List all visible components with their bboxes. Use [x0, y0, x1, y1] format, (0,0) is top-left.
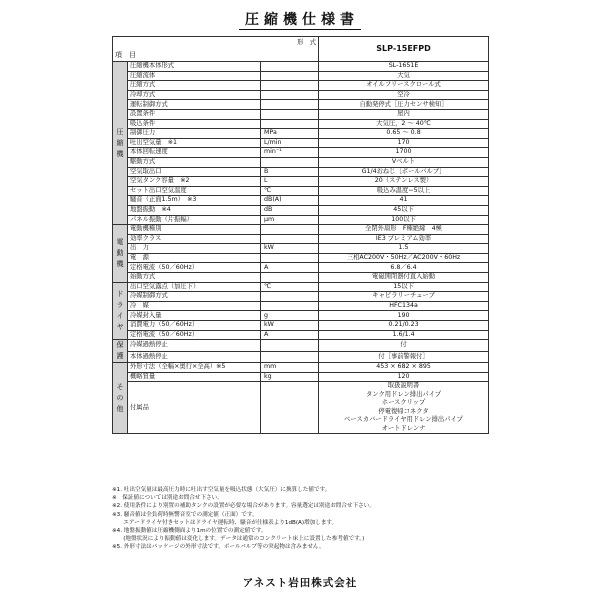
- spec-label: 冷 媒: [128, 301, 261, 311]
- group-label-text: 圧縮機: [116, 127, 124, 158]
- spec-value: キャピラリーチューブ: [319, 292, 489, 302]
- spec-row: [113, 351, 489, 363]
- spec-unit: μm: [261, 215, 319, 225]
- spec-unit: kW: [261, 321, 319, 331]
- spec-label: 消費電力（50／60Hz）: [128, 321, 261, 331]
- spec-row: [113, 273, 489, 283]
- spec-row: [113, 372, 489, 382]
- spec-row: [113, 382, 489, 434]
- spec-unit: A: [261, 263, 319, 273]
- spec-label: 始動方式: [128, 273, 261, 283]
- spec-unit: [261, 253, 319, 263]
- page-title: 圧縮機仕様書: [0, 9, 600, 29]
- spec-unit: L/min: [261, 138, 319, 148]
- group-label: [113, 282, 128, 340]
- header-label: 形 式: [113, 37, 319, 51]
- spec-row: [113, 292, 489, 302]
- spec-label: 効率クラス: [128, 234, 261, 244]
- spec-label: 運転制御方式: [128, 100, 261, 110]
- spec-row: [113, 301, 489, 311]
- footnote: ※3. 騒音値は全負荷時無響音室での測定値（正面）です。: [112, 511, 258, 518]
- spec-row: [113, 129, 489, 139]
- spec-row: [113, 215, 489, 225]
- spec-unit: [261, 292, 319, 302]
- spec-label: 出口空気露点（加圧下）: [128, 282, 261, 292]
- spec-value: 大気圧，2 〜 40℃: [319, 119, 489, 129]
- spec-row: [113, 90, 489, 100]
- spec-value: 全閉外扇形 F種絶縁 4極: [319, 225, 489, 235]
- footnotes: [112, 486, 492, 552]
- spec-value: 電磁開閉器付直入始動: [319, 273, 489, 283]
- spec-unit: [261, 90, 319, 100]
- spec-row: [113, 340, 489, 352]
- spec-value: [319, 382, 489, 434]
- footnote: ※5. 外形寸法はパッケージの外形寸法です。ボールバルブ等の突起物は含みません。: [112, 544, 325, 551]
- spec-unit: MPa: [261, 129, 319, 139]
- spec-value: オイルフリースクロール式: [319, 81, 489, 91]
- spec-value: 自動発停式［圧力センサ検知］: [319, 100, 489, 110]
- accessory-item: 取扱説明書: [387, 382, 420, 390]
- spec-unit: ℃: [261, 186, 319, 196]
- spec-label: 概略質量: [128, 372, 261, 382]
- group-label: [113, 363, 128, 434]
- spec-unit: [261, 382, 319, 434]
- spec-unit: [261, 71, 319, 81]
- spec-value: 大気: [319, 71, 489, 81]
- footnote: (地盤状況により振動値は変化します。データは通常のコンクリート床上に設置した参考値です。): [112, 536, 365, 543]
- spec-value: HFC134a: [319, 301, 489, 311]
- spec-label: 冷媒過熱停止: [128, 340, 261, 352]
- accessory-item: ホースクリップ: [381, 399, 426, 407]
- group-label-text: その他: [116, 382, 124, 413]
- spec-value: 41: [319, 196, 489, 206]
- spec-unit: min⁻¹: [261, 148, 319, 158]
- spec-row: [113, 244, 489, 254]
- spec-value: 吸込み温度−5以上: [319, 186, 489, 196]
- spec-unit: [261, 100, 319, 110]
- spec-row: [113, 263, 489, 273]
- spec-label: セット出口空気温度: [128, 186, 261, 196]
- spec-row: [113, 71, 489, 81]
- spec-label: 騒音（正面1.5m） ※3: [128, 196, 261, 206]
- spec-unit: [261, 109, 319, 119]
- footnote: エアードライヤ付きセットはドライヤ運転時、騒音が仕様表より1dB(A)増加します。: [112, 519, 338, 526]
- spec-unit: [261, 62, 319, 72]
- spec-unit: B: [261, 167, 319, 177]
- spec-unit: [261, 340, 319, 352]
- footnote: ※1. 吐出空気量は最高圧力時に吐出す空気量を吸込状態（大気圧）に換算した値です。: [112, 487, 331, 493]
- group-label: [113, 225, 128, 283]
- spec-value: IE3 プレミアム効率: [319, 234, 489, 244]
- accessory-item: タンク用ドレン排出パイプ: [365, 390, 442, 398]
- spec-value: 空冷: [319, 90, 489, 100]
- accessory-item: ベースカバードライヤ用ドレン排出パイプ: [344, 416, 463, 424]
- spec-value: 1.5: [319, 244, 489, 254]
- spec-value: 6.8／6.4: [319, 263, 489, 273]
- group-label: [113, 340, 128, 363]
- spec-row: [113, 157, 489, 167]
- spec-value: 15以下: [319, 282, 489, 292]
- spec-value: 0.65 〜 0.8: [319, 129, 489, 139]
- group-label: [113, 62, 128, 225]
- spec-label: 付属品: [128, 382, 261, 434]
- spec-label: 定格電流（50／60Hz）: [128, 263, 261, 273]
- spec-value: 0.21/0.23: [319, 321, 489, 331]
- model-name: SLP-15EFPD: [319, 37, 489, 62]
- spec-label: 冷媒封入量: [128, 311, 261, 321]
- spec-unit: [261, 119, 319, 129]
- spec-row: [113, 148, 489, 158]
- spec-value: 屋内: [319, 109, 489, 119]
- footnote: ※4. 地盤振動値は圧縮機側面より1mの位置での測定値です。: [112, 528, 267, 535]
- footnote: ※2. 使用条件により別置の補助タンクの設置が必要な場合があります。容量選定は別途お問合せ下さい。: [112, 503, 375, 510]
- spec-row: [113, 62, 489, 72]
- spec-label: 本体回転速度: [128, 148, 261, 158]
- spec-row: [113, 167, 489, 177]
- spec-row: [113, 119, 489, 129]
- spec-row: [113, 109, 489, 119]
- item-heading: 項 目: [113, 50, 319, 62]
- spec-label: 本体過熱停止: [128, 351, 261, 363]
- spec-label: 外形寸法（全幅×奥行×全高）※5: [128, 363, 261, 373]
- company-name: アネスト岩田株式会社: [242, 577, 358, 589]
- spec-label: 圧縮機本体形式: [128, 62, 261, 72]
- spec-label: 電 源: [128, 253, 261, 263]
- spec-row: [113, 225, 489, 235]
- spec-label: 圧縮流体: [128, 71, 261, 81]
- spec-unit: A: [261, 330, 319, 340]
- spec-unit: [261, 81, 319, 91]
- spec-label: 冷媒制御方式: [128, 292, 261, 302]
- spec-row: [113, 186, 489, 196]
- spec-label: パネル振動（片振幅）: [128, 215, 261, 225]
- spec-row: [113, 282, 489, 292]
- spec-row: [113, 311, 489, 321]
- spec-unit: [261, 225, 319, 235]
- spec-value: 1.6/1.4: [319, 330, 489, 340]
- spec-value: 100以下: [319, 215, 489, 225]
- group-label-text: 電動機: [116, 237, 124, 268]
- spec-unit: [261, 157, 319, 167]
- spec-unit: dB(A): [261, 196, 319, 206]
- spec-row: [113, 138, 489, 148]
- spec-row: [113, 100, 489, 110]
- spec-unit: ℃: [261, 282, 319, 292]
- spec-label: 駆動方式: [128, 157, 261, 167]
- spec-value: 付［事前警報付］: [319, 351, 489, 363]
- spec-unit: [261, 273, 319, 283]
- spec-value: 120: [319, 372, 489, 382]
- spec-unit: L: [261, 177, 319, 187]
- spec-unit: kg: [261, 372, 319, 382]
- spec-unit: [261, 351, 319, 363]
- spec-value: SL-1651E: [319, 62, 489, 72]
- spec-value: G1/4おねじ［ボールバルブ］: [319, 167, 489, 177]
- spec-row: [113, 205, 489, 215]
- spec-unit: dB: [261, 205, 319, 215]
- spec-label: 空気タンク容量 ※2: [128, 177, 261, 187]
- spec-row: [113, 177, 489, 187]
- spec-unit: [261, 301, 319, 311]
- spec-label: 空気取出口: [128, 167, 261, 177]
- spec-unit: g: [261, 311, 319, 321]
- spec-label: 圧縮方式: [128, 81, 261, 91]
- accessory-item: オートドレンナ: [381, 424, 426, 432]
- spec-label: 地盤振動 ※4: [128, 205, 261, 215]
- spec-row: [113, 330, 489, 340]
- accessory-item: 停電復帰コネクタ: [378, 407, 429, 415]
- spec-value: 190: [319, 311, 489, 321]
- spec-value: 453 × 682 × 895: [319, 363, 489, 373]
- spec-row: [113, 253, 489, 263]
- spec-table: [112, 36, 489, 434]
- header-row: [113, 37, 489, 51]
- group-label-text: 保護: [116, 341, 124, 361]
- spec-value: 45以下: [319, 205, 489, 215]
- spec-label: 吐出空気量 ※1: [128, 138, 261, 148]
- spec-label: 制御圧力: [128, 129, 261, 139]
- spec-value: 付: [319, 340, 489, 352]
- spec-label: 吸込条件: [128, 119, 261, 129]
- spec-unit: mm: [261, 363, 319, 373]
- spec-value: 1700: [319, 148, 489, 158]
- footnote: ※ 保証値については別途お問合せ下さい。: [112, 495, 223, 502]
- spec-label: 冷却方式: [128, 90, 261, 100]
- spec-row: [113, 234, 489, 244]
- spec-row: [113, 196, 489, 206]
- spec-value: 170: [319, 138, 489, 148]
- spec-unit: [261, 234, 319, 244]
- spec-label: 電動機種別: [128, 225, 261, 235]
- spec-value: Vベルト: [319, 157, 489, 167]
- spec-label: 設置条件: [128, 109, 261, 119]
- spec-row: [113, 363, 489, 373]
- spec-row: [113, 81, 489, 91]
- spec-label: 出 力: [128, 244, 261, 254]
- spec-unit: kW: [261, 244, 319, 254]
- spec-value: 三相AC200V・50Hz／AC200V・60Hz: [319, 253, 489, 263]
- group-label-text: ドライヤ: [116, 289, 124, 331]
- spec-row: [113, 321, 489, 331]
- spec-value: 20（ステンレス製）: [319, 177, 489, 187]
- spec-label: 定格電流（50／60Hz）: [128, 330, 261, 340]
